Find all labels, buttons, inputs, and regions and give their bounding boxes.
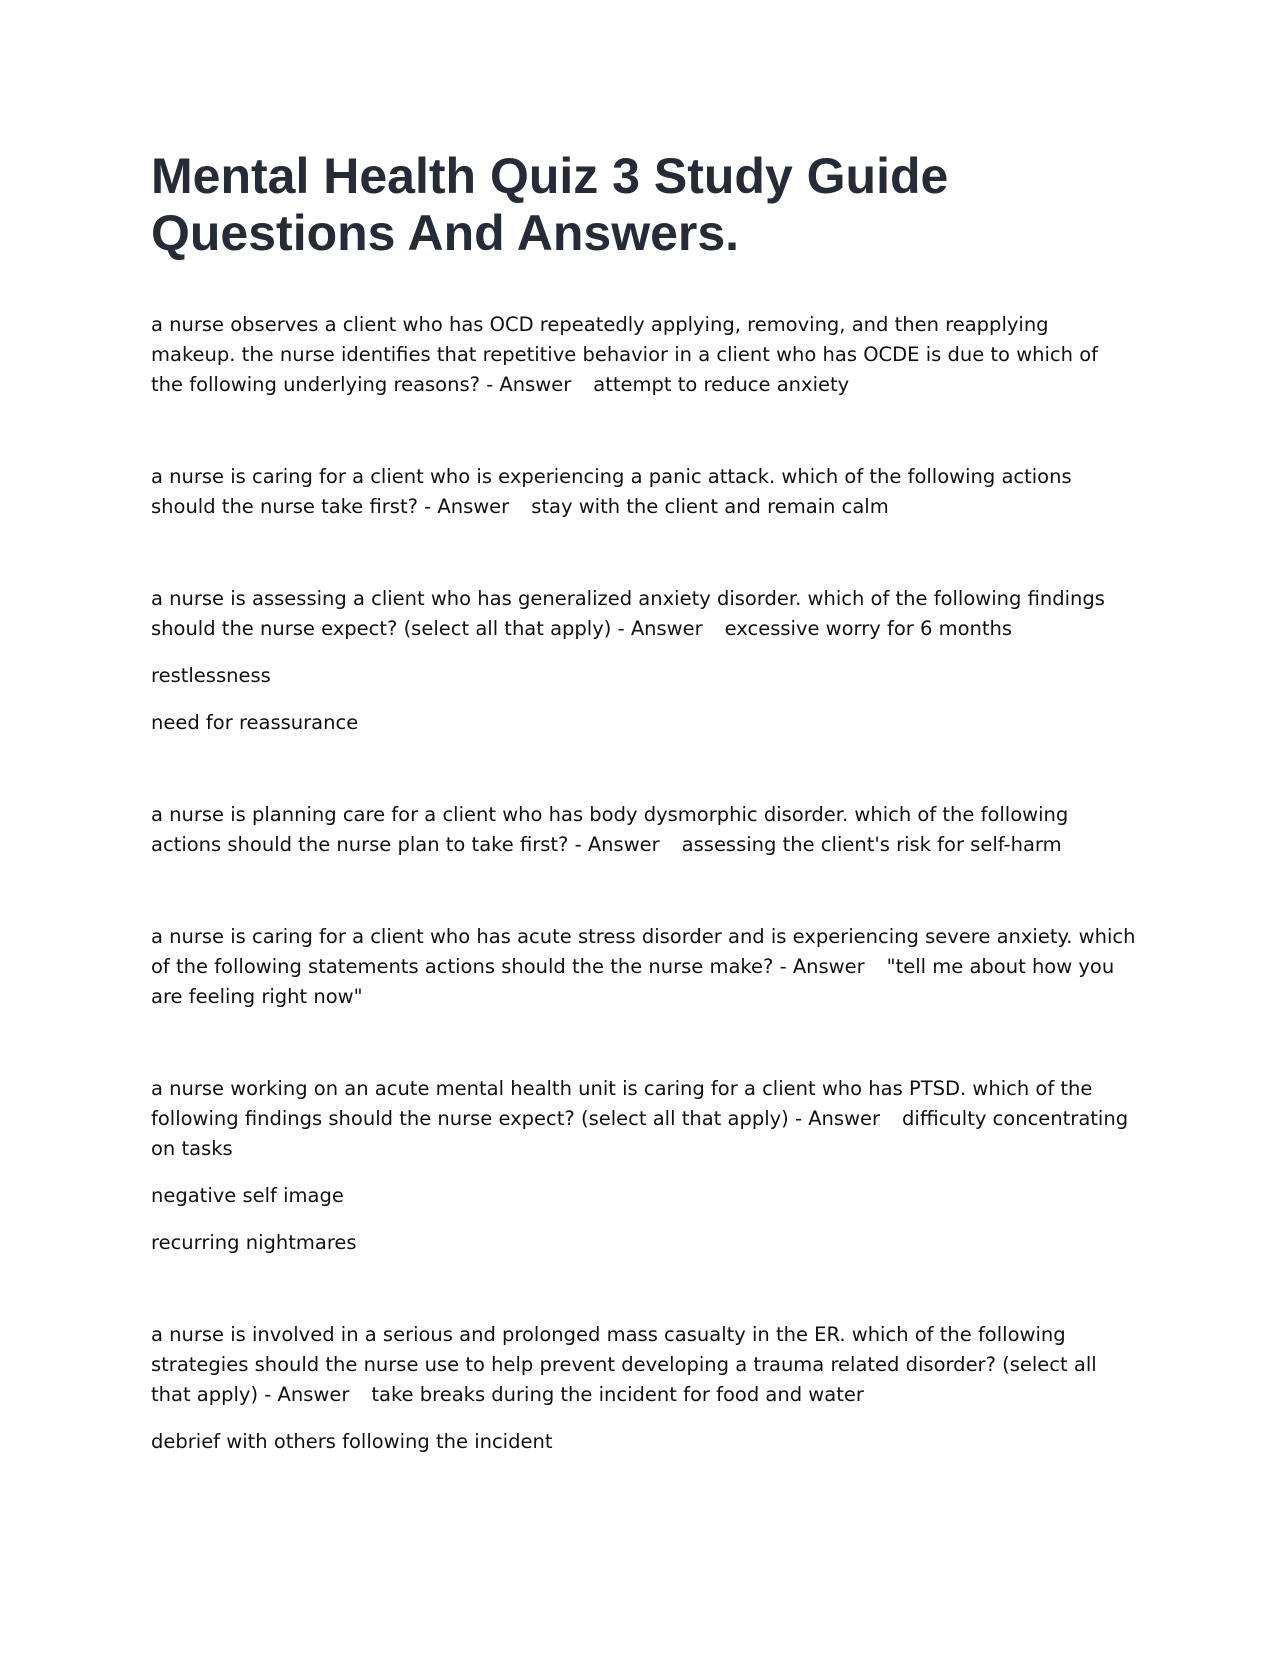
question-text: a nurse is assessing a client who has generalized anxiety disorder. which of the following findings should the nurse expect? (select all that apply) [151, 587, 1105, 640]
answer-text: take breaks during the incident for food and water [371, 1383, 864, 1406]
answer-line: recurring nightmares [151, 1231, 357, 1254]
answer-label: - Answer [794, 1107, 881, 1130]
document-page [151, 148, 1136, 1519]
answer-line: negative self image [151, 1184, 344, 1207]
answer-text: "tell me about how you are feeling right now" [151, 955, 1115, 1008]
qa-question [151, 1074, 1136, 1164]
answer-line: need for reassurance [151, 711, 359, 734]
question-text: a nurse is caring for a client who has acute stress disorder and is experiencing severe anxiety. which of the following statements actions should the the nurse make? [151, 925, 1136, 978]
qa-item [151, 800, 1136, 860]
answer-label: - Answer [779, 955, 865, 978]
answer-text: difficulty concentrating on tasks [151, 1107, 1129, 1160]
qa-item [151, 584, 1136, 738]
question-text: a nurse observes a client who has OCD repeatedly applying, removing, and then reapplying makeup. the nurse identifies that repetitive behavior in a client who has OCDE is due to which of the following underlying reasons? [151, 313, 1098, 396]
qa-question [151, 462, 1136, 522]
answer-label: - Answer [574, 833, 660, 856]
qa-question [151, 1320, 1136, 1410]
answer-text: stay with the client and remain calm [531, 495, 889, 518]
qa-item [151, 1074, 1136, 1258]
qa-item [151, 1320, 1136, 1457]
question-text: a nurse working on an acute mental health unit is caring for a client who has PTSD. which of the following findings should the nurse expect? (select all that apply) [151, 1077, 1093, 1130]
qa-question [151, 922, 1136, 1012]
qa-question [151, 584, 1136, 644]
qa-item [151, 462, 1136, 522]
qa-item [151, 922, 1136, 1012]
answer-label: - Answer [424, 495, 510, 518]
answer-text: excessive worry for 6 months [724, 617, 1013, 640]
answer-line: restlessness [151, 664, 271, 687]
answer-label: - Answer [617, 617, 703, 640]
document-title: Mental Health Quiz 3 Study Guide Questions And Answers. [151, 148, 949, 261]
qa-question [151, 800, 1136, 860]
question-text: a nurse is involved in a serious and prolonged mass casualty in the ER. which of the following strategies should the nurse use to help prevent developing a trauma related disorder? (select all that apply) [151, 1323, 1097, 1406]
answer-label: - Answer [264, 1383, 350, 1406]
question-text: a nurse is caring for a client who is experiencing a panic attack. which of the following actions should the nurse take first? [151, 465, 1072, 518]
answer-text: attempt to reduce anxiety [593, 373, 850, 396]
qa-item [151, 310, 1136, 400]
answer-text: assessing the client's risk for self-harm [681, 833, 1062, 856]
answer-line: debrief with others following the incident [151, 1430, 553, 1453]
question-text: a nurse is planning care for a client who has body dysmorphic disorder. which of the following actions should the nurse plan to take first? [151, 803, 1069, 856]
answer-label: - Answer [486, 373, 572, 396]
qa-question [151, 310, 1136, 400]
